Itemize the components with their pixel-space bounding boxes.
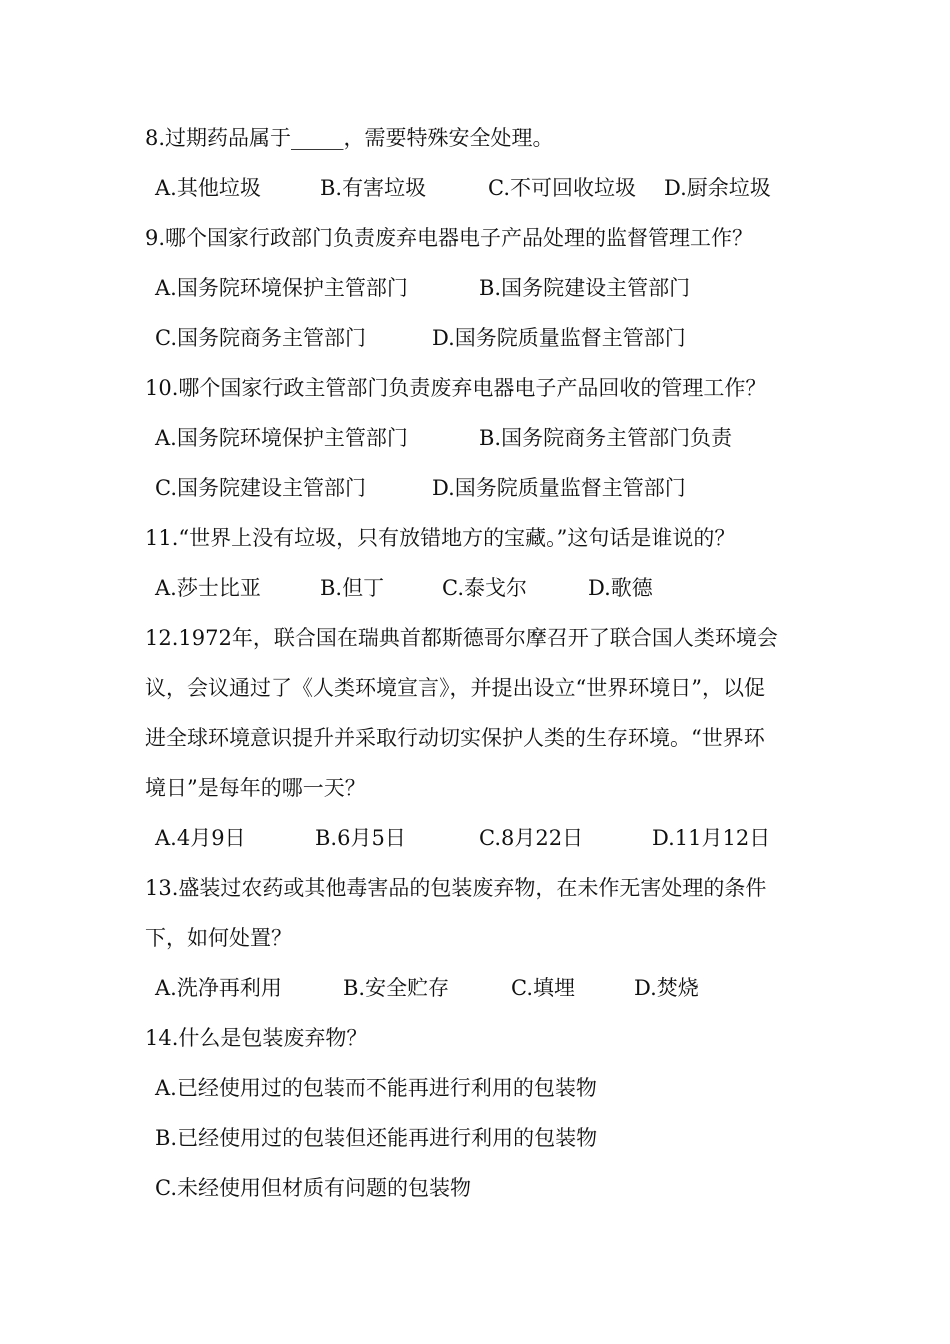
- option-d: D.厨余垃圾: [664, 176, 771, 200]
- option-d: D.国务院质量监督主管部门: [432, 476, 686, 500]
- question-12-text-line-1: 12.1972年，联合国在瑞典首都斯德哥尔摩召开了联合国人类环境会: [145, 626, 778, 650]
- option-b: B.国务院建设主管部门: [479, 276, 691, 300]
- question-9-text: 9.哪个国家行政部门负责废弃电器电子产品处理的监督管理工作？: [145, 226, 754, 250]
- question-13-text-line-2: 下，如何处置？: [145, 926, 292, 950]
- question-list: [145, 113, 825, 1213]
- option-c: C.填埋: [511, 976, 575, 1000]
- option-c: C.国务院建设主管部门: [155, 476, 366, 500]
- option-d: D.歌德: [588, 576, 653, 600]
- question-9-options-row-1: [145, 263, 825, 313]
- option-c: C.泰戈尔: [442, 576, 527, 600]
- question-10-options-row-2: [145, 463, 825, 513]
- question-14-text: 14.什么是包装废弃物？: [145, 1026, 368, 1050]
- option-b: B.有害垃圾: [320, 176, 427, 200]
- option-d: D.11月12日: [652, 826, 771, 850]
- question-12-text-line-4: 境日”是每年的哪一天？: [145, 776, 366, 800]
- option-b: B.国务院商务主管部门负责: [479, 426, 733, 450]
- question-13-text-line-1: 13.盛装过农药或其他毒害品的包装废弃物，在未作无害处理的条件: [145, 876, 767, 900]
- option-a: A.国务院环境保护主管部门: [155, 426, 408, 450]
- question-12-text-line-3: 进全球环境意识提升并采取行动切实保护人类的生存环境。“世界环: [145, 726, 765, 750]
- question-14-option-b: B.已经使用过的包装但还能再进行利用的包装物: [155, 1126, 598, 1150]
- question-9-options-row-2: [145, 313, 825, 363]
- question-8-text: 8.过期药品属于_____，需要特殊安全处理。: [145, 126, 554, 150]
- question-12-options: [145, 813, 825, 863]
- option-c: C.国务院商务主管部门: [155, 326, 366, 350]
- option-a: A.其他垃圾: [155, 176, 261, 200]
- question-10-text: 10.哪个国家行政主管部门负责废弃电器电子产品回收的管理工作？: [145, 376, 767, 400]
- question-13-options: [145, 963, 825, 1013]
- option-a: A.4月9日: [155, 826, 246, 850]
- question-10-options-row-1: [145, 413, 825, 463]
- option-c: C.8月22日: [479, 826, 584, 850]
- option-a: A.莎士比亚: [155, 576, 261, 600]
- question-8-options: [145, 163, 825, 213]
- option-b: B.但丁: [320, 576, 385, 600]
- option-b: B.6月5日: [315, 826, 406, 850]
- option-d: D.焚烧: [634, 976, 699, 1000]
- question-11-text: 11.“世界上没有垃圾，只有放错地方的宝藏。”这句话是谁说的？: [145, 526, 736, 550]
- question-14-option-c: C.未经使用但材质有问题的包装物: [155, 1176, 471, 1200]
- option-a: A.国务院环境保护主管部门: [155, 276, 408, 300]
- option-d: D.国务院质量监督主管部门: [432, 326, 686, 350]
- option-c: C.不可回收垃圾: [488, 176, 636, 200]
- option-b: B.安全贮存: [343, 976, 450, 1000]
- question-14-option-a: A.已经使用过的包装而不能再进行利用的包装物: [155, 1076, 597, 1100]
- option-a: A.洗净再利用: [155, 976, 282, 1000]
- question-12-text-line-2: 议，会议通过了《人类环境宣言》，并提出设立“世界环境日”，以促: [145, 676, 765, 700]
- question-11-options: [145, 563, 825, 613]
